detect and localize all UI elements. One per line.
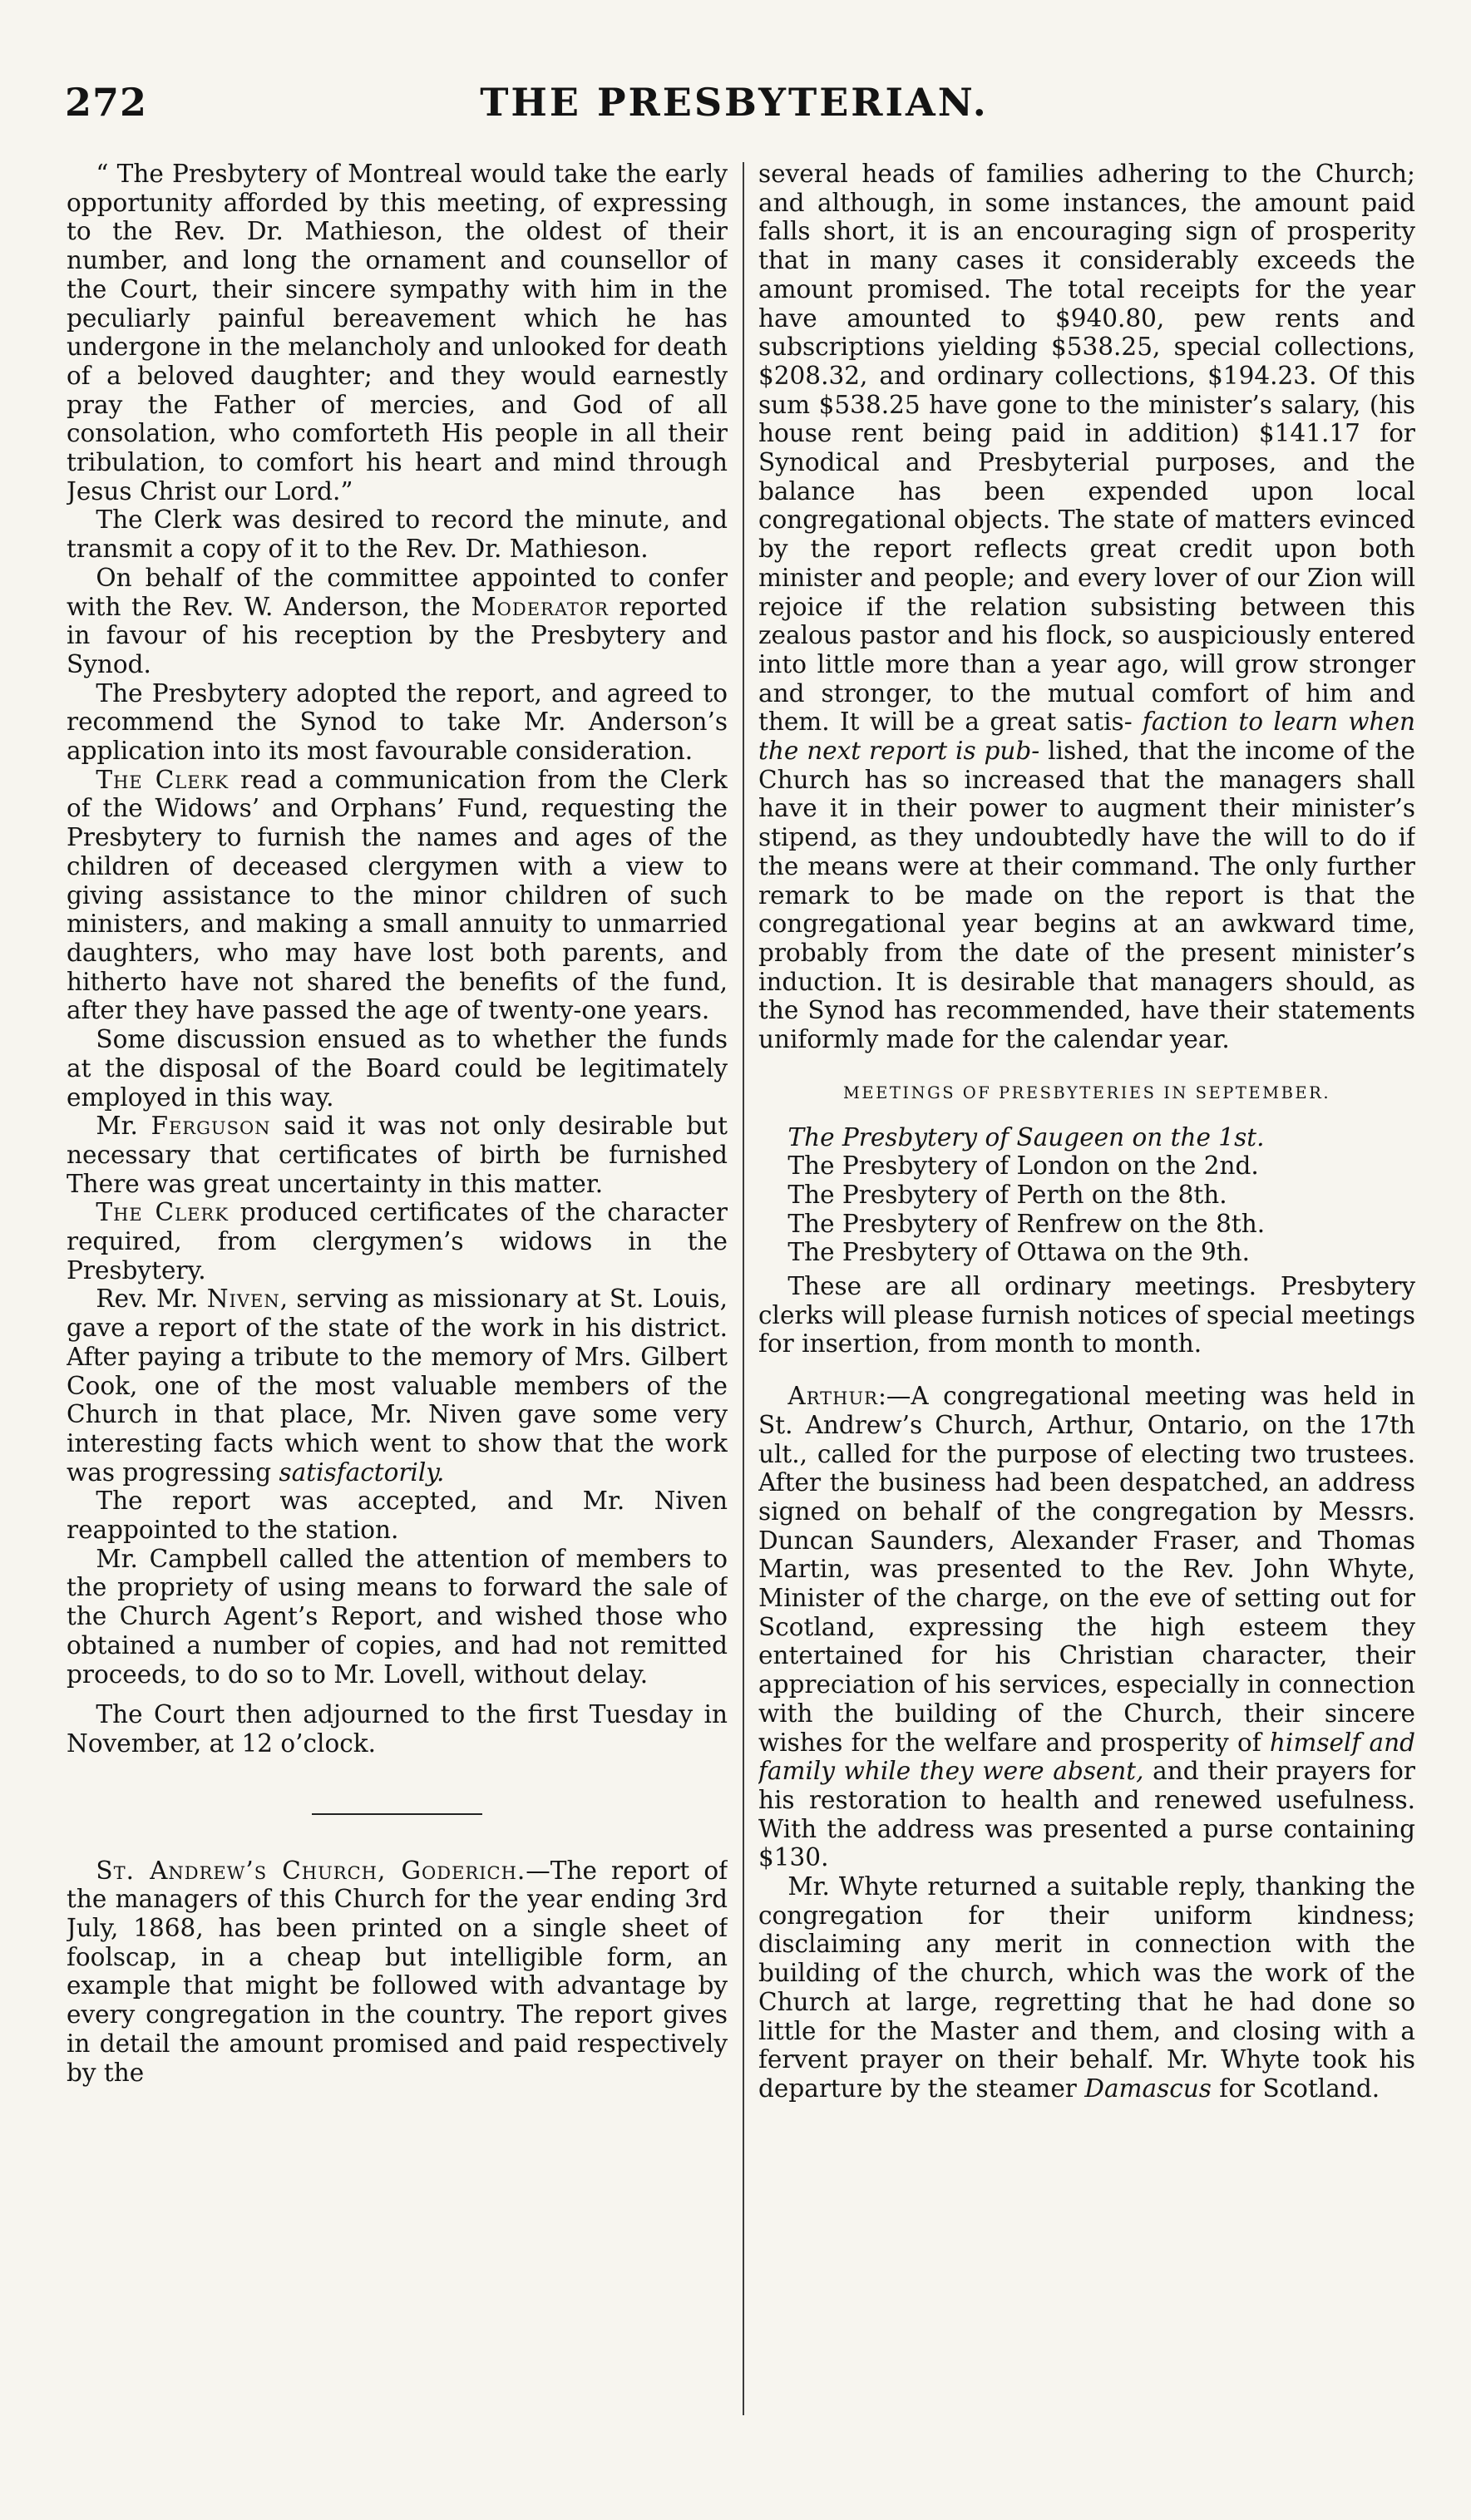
list-item: The Presbytery of Ottawa on the 9th. [787,1238,1251,1267]
presbytery-adoption: The Presbytery adopted the report, and agreed to recommend the Synod to take Mr. Anderson’s application into its most favourable consideration. [67,678,728,766]
steamer-name: Damascus [1084,2074,1212,2103]
niven-report: Rev. Mr. Niven, serving as missionary at St. Louis, gave a report of the state of the work in his district. After paying a tribute to the memory of Mrs. Gilbert Cook, one of the most valuable members of the Church in that place, Mr. Niven gave some very interesting facts which went to show that the work was progressing satisfactorily. [67,1285,728,1487]
moderator-label: Moderator [471,592,609,621]
report-accepted: The report was accepted, and Mr. Niven reappointed to the station. [67,1487,728,1545]
niven-name: Niven [206,1285,280,1314]
meetings-list [758,1123,1415,1268]
column-divider [743,162,744,2415]
clerk-label: The Clerk [96,1198,229,1227]
list-item: The Presbytery of Renfrew on the 8th. [787,1209,1266,1238]
arthur-report: Arthur:—A congregational meeting was held in St. Andrew’s Church, Arthur, Ontario, on the 17th ult., called for the purpose of electing two trustees. After the business had been despatched, an address signed on behalf of the congregation by Messrs. Duncan Saunders, Alexander Fraser, and Thomas Martin, was presented to the Rev. John Whyte, Minister of the charge, on the eve of setting out for Scotland, expressing the high esteem they entertained for his Christian character, their appreciation of his services, especially in connection with the building of the Church, their sincere wishes for the welfare and prosperity of himself and family while they were absent, and their prayers for his restoration to health and renewed usefulness. With the address was presented a purse containing $130. [758,1382,1415,1872]
page-number: 272 [65,80,148,125]
running-title: THE PRESBYTERIAN. [480,80,989,125]
list-item: The Presbytery of London on the 2nd. [787,1152,1259,1181]
goderich-report: St. Andrew’s Church, Goderich.—The report of the managers of this Church for the year ending 3rd July, 1868, has been printed on a single sheet of foolscap, in a cheap but intelligible form, an example that might be followed with advantage by every congregation in the country. The report gives in detail the amount promised and paid respectively by the [67,1856,728,2087]
right-column [758,160,1415,2504]
meetings-heading: MEETINGS OF PRESBYTERIES IN SEPTEMBER. [842,1082,1331,1102]
court-adjourned: The Court then adjourned to the first Tuesday in November, at 12 o’clock. [67,1700,728,1758]
ferguson-name: Ferguson [151,1112,271,1141]
clerk-minute: The Clerk was desired to record the minute, and transmit a copy of it to the Rev. Dr. Mathieson. [67,505,728,564]
page-header [65,80,1404,138]
presbytery-resolution: “ The Presbytery of Montreal would take the early opportunity afforded by this meeting, of expressing to the Rev. Dr. Mathieson, the oldest of their number, and long the ornament and counsellor of the Court, their sincere sympathy with him in the peculiarly painful bereavement which he has undergone in the melancholy and unlooked for death of a beloved daughter; and they would earnestly pray the Father of mercies, and God of all consolation, who comforteth His people in all their tribulation, to comfort his heart and mind through Jesus Christ our Lord.” [67,160,728,505]
certificates-paragraph: The Clerk produced certificates of the character required, from clergymen’s widows in the Presbytery. [67,1198,728,1285]
arthur-heading: Arthur [787,1382,878,1411]
widows-fund-communication: The Clerk read a communication from the Clerk of the Widows’ and Orphans’ Fund, requesting the Presbytery to furnish the names and ages of the children of deceased clergymen with a view to giving assistance to the minor children of such ministers, and making a small annuity to unmarried daughters, who may have lost both parents, and hitherto have not shared the benefits of the fund, after they have passed the age of twenty-one years. [67,765,728,1025]
list-item: The Presbytery of Saugeen on the 1st. [787,1122,1265,1152]
left-column [67,160,728,2504]
committee-report: On behalf of the committee appointed to confer with the Rev. W. Anderson, the Moderator reported in favour of his reception by the Presbytery and Synod. [67,563,728,678]
campbell-remark: Mr. Campbell called the attention of members to the propriety of using means to forward the sale of the Church Agent’s Report, and wished those who obtained a number of copies, and had not remitted proceeds, to do so to Mr. Lovell, without delay. [67,1544,728,1689]
discussion-paragraph: Some discussion ensued as to whether the funds at the disposal of the Board could be legitimately employed in this way. [67,1025,728,1112]
meetings-note: These are all ordinary meetings. Presbytery clerks will please furnish notices of special meetings for insertion, from month to month. [758,1272,1415,1359]
clerk-label: The Clerk [96,765,230,794]
goderich-heading: St. Andrew’s Church, Goderich. [96,1856,526,1885]
ferguson-remark: Mr. Ferguson said it was not only desirable but necessary that certificates of birth be furnished There was great uncertainty in this matter. [67,1112,728,1198]
list-item: The Presbytery of Perth on the 8th. [787,1180,1227,1209]
whyte-reply: Mr. Whyte returned a suitable reply, thanking the congregation for their uniform kindness; disclaiming any merit in connection with the building of the church, which was the work of the Church at large, regretting that he had done so little for the Master and them, and closing with a fervent prayer on their behalf. Mr. Whyte took his departure by the steamer Damascus for Scotland. [758,1872,1415,2103]
goderich-report-continued: several heads of families adhering to the Church; and although, in some instances, the amount paid falls short, it is an encouraging sign of prosperity that in many cases it considerably exceeds the amount promised. The total receipts for the year have amounted to $940.80, pew rents and subscriptions yielding $538.25, special collections, $208.32, and ordinary collections, $194.23. Of this sum $538.25 have gone to the minister’s salary, (his house rent being paid in addition) $141.17 for Synodical and Presbyterial purposes, and the balance has been expended upon local congregational objects. The state of matters evinced by the report reflects great credit upon both minister and people; and every lover of our Zion will rejoice if the relation subsisting between this zealous pastor and his flock, so auspiciously entered into little more than a year ago, will grow stronger and stronger, to the mutual comfort of him and them. It will be a great satis- faction to learn when the next report is pub- lished, that the income of the Church has so increased that the managers shall have it in their power to augment their minister’s stipend, as they undoubtedly have the will to do if the means were at their command. The only further remark to be made on the report is that the congregational year begins at an awkward time, probably from the date of the present minister’s induction. It is desirable that managers should, as the Synod has recommended, have their statements uniformly made for the calendar year. [758,160,1415,1054]
section-divider [312,1813,482,1815]
